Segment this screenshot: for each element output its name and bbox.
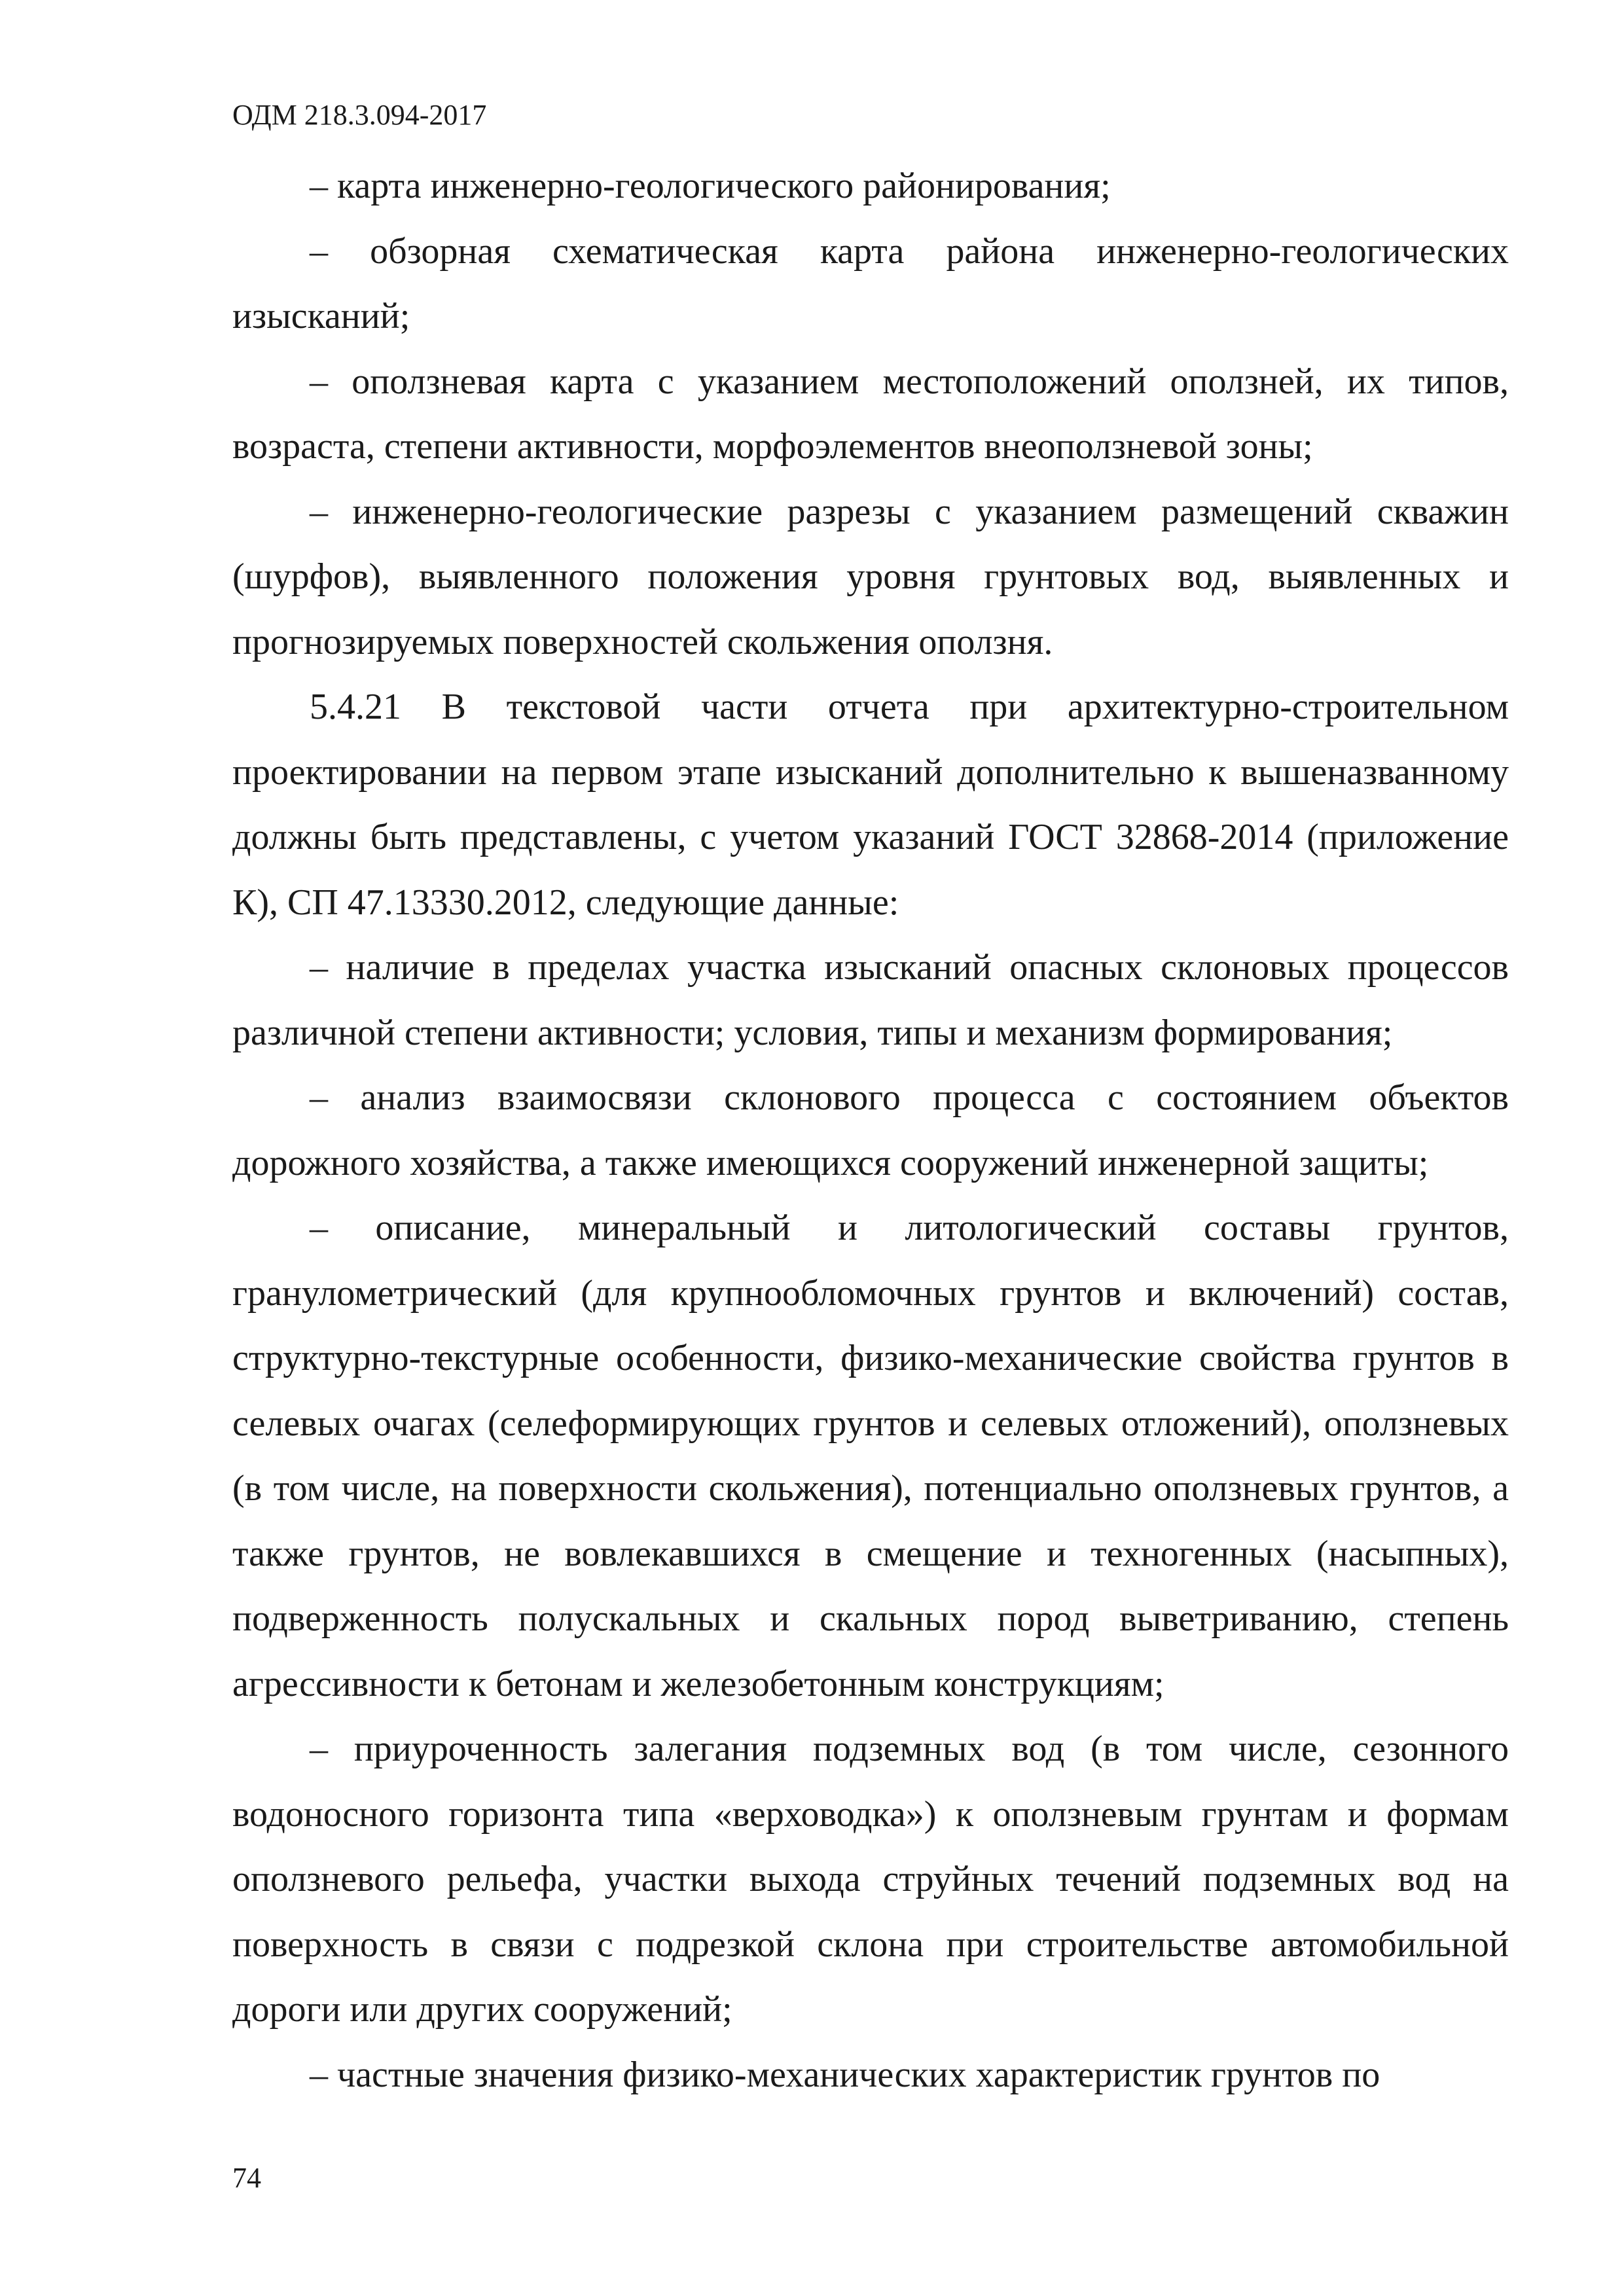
list-item-map-zoning: – карта инженерно-геологического районирования; (310, 166, 1111, 206)
list-item-geological-sections: – инженерно-геологические разрезы с указанием размещений скважин (шурфов), выявленного положения уровня грунтовых вод, выявленных и прогнозируемых поверхностей скольжения оползня. (232, 491, 1509, 662)
list-item-interrelation-analysis: – анализ взаимосвязи склонового процесса с состоянием объектов дорожного хозяйства, а также имеющихся сооружений инженерной защиты; (232, 1077, 1509, 1183)
document-body (232, 154, 1509, 2108)
document-code-header: ОДМ 218.3.094-2017 (232, 99, 487, 131)
page-number: 74 (232, 2162, 261, 2194)
list-item-hazard-processes: – наличие в пределах участка изысканий опасных склоновых процессов различной степени активности; условия, типы и механизм формирования; (232, 947, 1509, 1053)
list-item-groundwater: – приуроченность залегания подземных вод (в том числе, сезонного водоносного горизонта типа «верховодка») к оползневым грунтам и формам оползневого рельефа, участки выхода струйных течений подземных вод на поверхность в связи с подрезкой склона при строительстве автомобильной дороги или других сооружений; (232, 1729, 1509, 2030)
list-item-partial-values: – частные значения физико-механических характеристик грунтов по (310, 2054, 1380, 2095)
list-item-soil-description: – описание, минеральный и литологический составы грунтов, гранулометрический (для крупнообломочных грунтов и включений) состав, структурно-текстурные особенности, физико-механические свойства грунтов в селевых очагах (селеформирующих грунтов и селевых отложений), оползневых (в том числе, на поверхности скольжения), потенциально оползневых грунтов, а также грунтов, не вовлекавшихся в смещение и техногенных (насыпных), подверженность полускальных и скальных пород выветриванию, степень агрессивности к бетонам и железобетонным конструкциям; (232, 1208, 1509, 1704)
list-item-landslide-map: – оползневая карта с указанием местоположений оползней, их типов, возраста, степени активности, морфоэлементов внеоползневой зоны; (232, 361, 1509, 467)
clause-5-4-21: 5.4.21 В текстовой части отчета при архитектурно-строительном проектировании на первом этапе изысканий дополнительно к вышеназванному должны быть представлены, с учетом указаний ГОСТ 32868-2014 (приложение К), СП 47.13330.2012, следующие данные: (232, 687, 1509, 923)
list-item-overview-map: – обзорная схематическая карта района инженерно-геологических изысканий; (232, 230, 1509, 336)
